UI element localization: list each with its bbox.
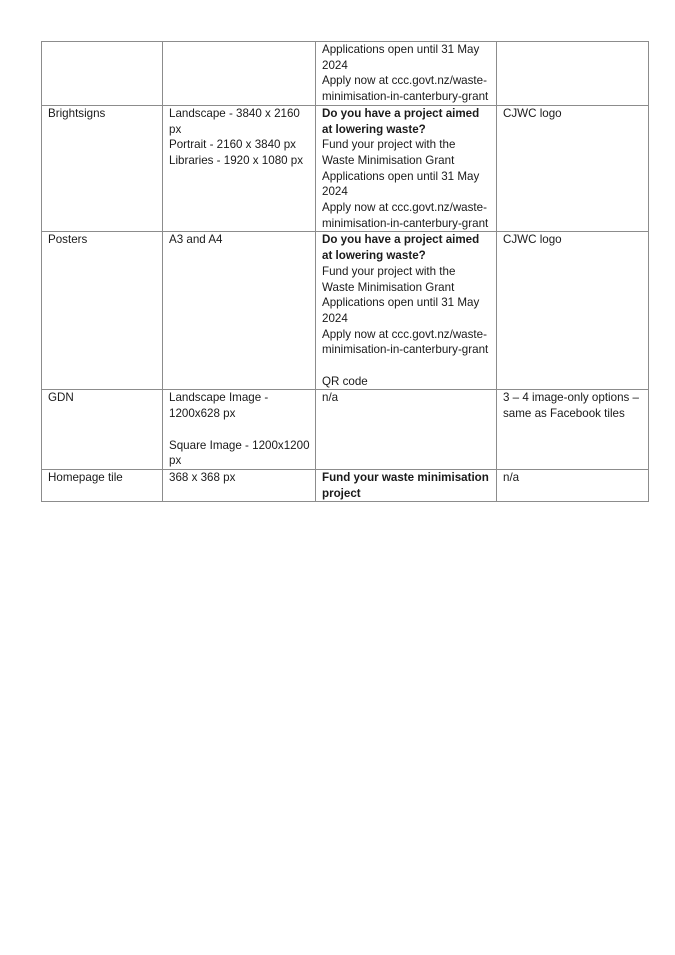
copy-cell <box>316 390 497 470</box>
channel-name: Posters <box>48 233 88 247</box>
size-cell <box>163 42 316 106</box>
table-row <box>42 469 649 501</box>
copy-line: Apply now at ccc.govt.nz/waste-minimisation-in-canterbury-grant <box>322 327 489 357</box>
copy-line: Apply now at ccc.govt.nz/waste-minimisation-in-canterbury-grant <box>322 74 489 104</box>
table-row <box>42 105 649 232</box>
logo-text: n/a <box>503 470 520 484</box>
logo-cell <box>497 469 649 501</box>
headline: Do you have a project aimed at lowering waste? <box>322 233 480 263</box>
copy-line: n/a <box>322 391 339 405</box>
specs-table <box>41 41 649 502</box>
logo-text: CJWC logo <box>503 233 562 247</box>
spacer <box>322 358 491 374</box>
copy-cell <box>316 42 497 106</box>
channel-name: Brightsigns <box>48 106 106 120</box>
size-line: Square Image - 1200x1200 px <box>169 438 310 468</box>
copy-line: Applications open until 31 May 2024 <box>322 296 480 325</box>
size-cell <box>163 232 316 390</box>
size-cell <box>163 469 316 501</box>
logo-cell <box>497 105 649 232</box>
spacer <box>169 422 310 438</box>
table-row <box>42 232 649 390</box>
headline: Fund your waste minimisation project <box>322 470 489 500</box>
size-line: Landscape - 3840 x 2160 px <box>169 106 300 136</box>
size-cell <box>163 390 316 470</box>
copy-line: Applications open until 31 May 2024 <box>322 43 480 72</box>
logo-cell <box>497 42 649 106</box>
size-line: Libraries - 1920 x 1080 px <box>169 153 304 167</box>
copy-cell <box>316 232 497 390</box>
channel-name: GDN <box>48 391 74 405</box>
logo-cell <box>497 232 649 390</box>
table-row <box>42 390 649 470</box>
size-cell <box>163 105 316 232</box>
logo-text: CJWC logo <box>503 106 562 120</box>
channel-cell <box>42 390 163 470</box>
copy-cell <box>316 105 497 232</box>
copy-line: Applications open until 31 May 2024 <box>322 169 480 199</box>
copy-cell <box>316 469 497 501</box>
copy-line: Apply now at ccc.govt.nz/waste-minimisation-in-canterbury-grant <box>322 201 489 230</box>
channel-cell <box>42 232 163 390</box>
qr-code-note: QR code <box>322 374 368 388</box>
channel-name: Homepage tile <box>48 470 123 484</box>
size-line: A3 and A4 <box>169 233 223 247</box>
size-line: 368 x 368 px <box>169 470 236 484</box>
logo-cell <box>497 390 649 470</box>
channel-cell <box>42 42 163 106</box>
copy-line: Fund your project with the Waste Minimisation Grant <box>322 138 456 167</box>
size-line: Portrait - 2160 x 3840 px <box>169 138 296 152</box>
logo-text: 3 – 4 image-only options – same as Facebook tiles <box>503 391 639 421</box>
headline: Do you have a project aimed at lowering waste? <box>322 106 480 136</box>
table-row <box>42 42 649 106</box>
channel-cell <box>42 469 163 501</box>
channel-cell <box>42 105 163 232</box>
copy-line: Fund your project with the Waste Minimisation Grant <box>322 264 456 294</box>
size-line: Landscape Image - 1200x628 px <box>169 391 269 421</box>
